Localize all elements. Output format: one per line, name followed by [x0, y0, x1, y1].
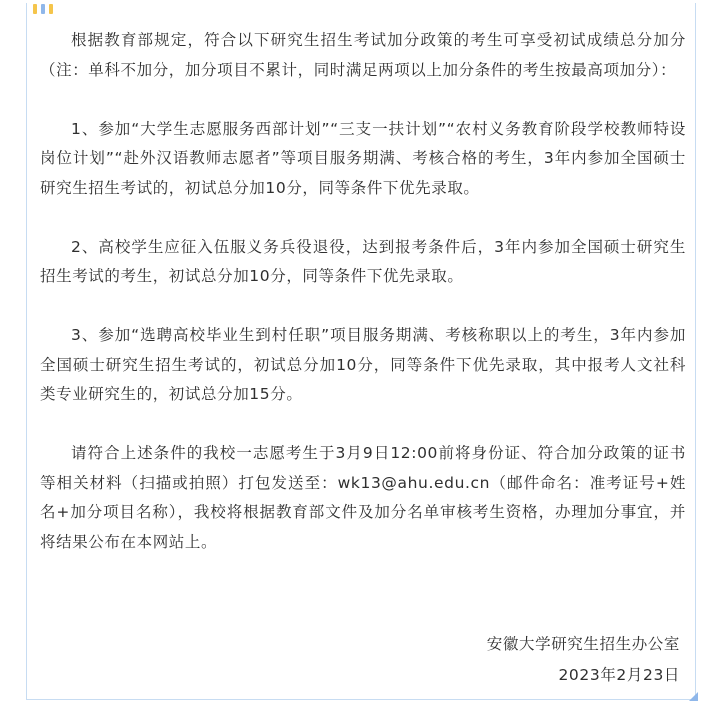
policy-item-1: 1、参加“大学生志愿服务西部计划”“三支一扶计划”“农村义务教育阶段学校教师特设岗位计划”“赴外汉语教师志愿者”等项目服务期满、考核合格的考生，3年内参加全国硕士研究生招生考试的，初试总分加10分，同等条件下优先录取。: [40, 119, 686, 197]
decor-bar-yellow-2: [49, 4, 53, 14]
decorative-dots: [33, 4, 53, 14]
decor-bar-yellow: [33, 4, 37, 14]
signature-block: [487, 629, 680, 691]
issue-date: 2023年2月23日: [558, 666, 680, 684]
policy-item-2: 2、高校学生应征入伍服义务兵役退役，达到报考条件后，3年内参加全国硕士研究生招生考试的考生，初试总分加10分，同等条件下优先录取。: [40, 237, 686, 285]
instruction-paragraph: 请符合上述条件的我校一志愿考生于3月9日12:00前将身份证、符合加分政策的证书等相关材料（扫描或拍照）打包发送至：wk13@ahu.edu.cn（邮件命名：准考证号+姓名+加分项目名称），我校将根据教育部文件及加分名单审核考生资格，办理加分事宜，并将结果公布在本网站上。: [40, 444, 686, 551]
decor-bar-blue: [41, 4, 45, 14]
policy-item-3: 3、参加“选聘高校毕业生到村任职”项目服务期满、考核称职以上的考生，3年内参加全国硕士研究生招生考试的，初试总分加10分，同等条件下优先录取，其中报考人文社科类专业研究生的，初试总分加15分。: [40, 326, 686, 403]
intro-paragraph: 根据教育部规定，符合以下研究生招生考试加分政策的考生可享受初试成绩总分加分（注：单科不加分，加分项目不累计，同时满足两项以上加分条件的考生按最高项加分）：: [40, 31, 686, 79]
issuing-office: 安徽大学研究生招生办公室: [486, 635, 680, 653]
corner-triangle-decoration: [689, 692, 698, 701]
notice-body: [40, 26, 686, 557]
